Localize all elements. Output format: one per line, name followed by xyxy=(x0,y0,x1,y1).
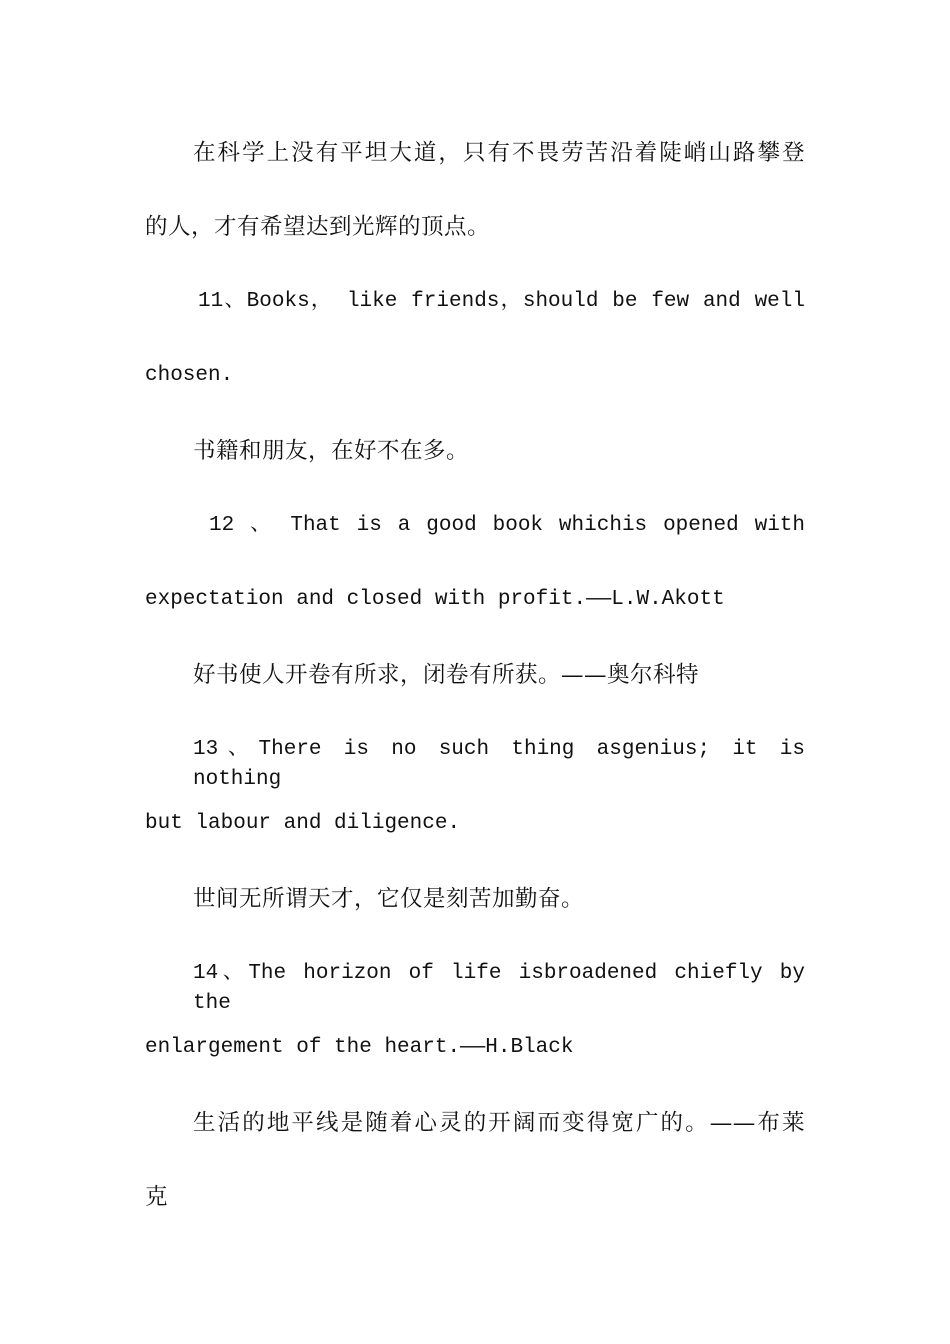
quote-line-english: enlargement of the heart.——H.Black xyxy=(145,1036,574,1059)
paragraph-line: 在科学上没有平坦大道，只有不畏劳苦沿着陡峭山路攀登 xyxy=(193,140,805,166)
quote-line-english: expectation and closed with profit.——L.W.Akott xyxy=(145,588,725,611)
quote-translation-chinese: 书籍和朋友，在好不在多。 xyxy=(193,438,470,464)
quote-line-english: 12 、 That is a good book whichis opened with xyxy=(209,514,805,537)
quote-line-english: but labour and diligence. xyxy=(145,812,461,835)
quote-line-english: chosen. xyxy=(145,364,234,387)
quote-line-english: 13、There is no such thing asgenius; it is nothing xyxy=(193,738,805,791)
quote-translation-chinese: 克 xyxy=(145,1184,169,1210)
quote-line-english: 11、Books， like friends，should be few and well xyxy=(198,290,805,313)
quote-line-english: 14、The horizon of life isbroadened chiefly by the xyxy=(193,962,805,1015)
quote-translation-chinese: 世间无所谓天才，它仅是刻苦加勤奋。 xyxy=(193,886,585,912)
paragraph-line: 的人，才有希望达到光辉的顶点。 xyxy=(145,214,491,240)
quote-translation-chinese: 生活的地平线是随着心灵的开阔而变得宽广的。——布莱 xyxy=(193,1110,805,1136)
quote-translation-chinese: 好书使人开卷有所求，闭卷有所获。——奥尔科特 xyxy=(193,662,700,688)
